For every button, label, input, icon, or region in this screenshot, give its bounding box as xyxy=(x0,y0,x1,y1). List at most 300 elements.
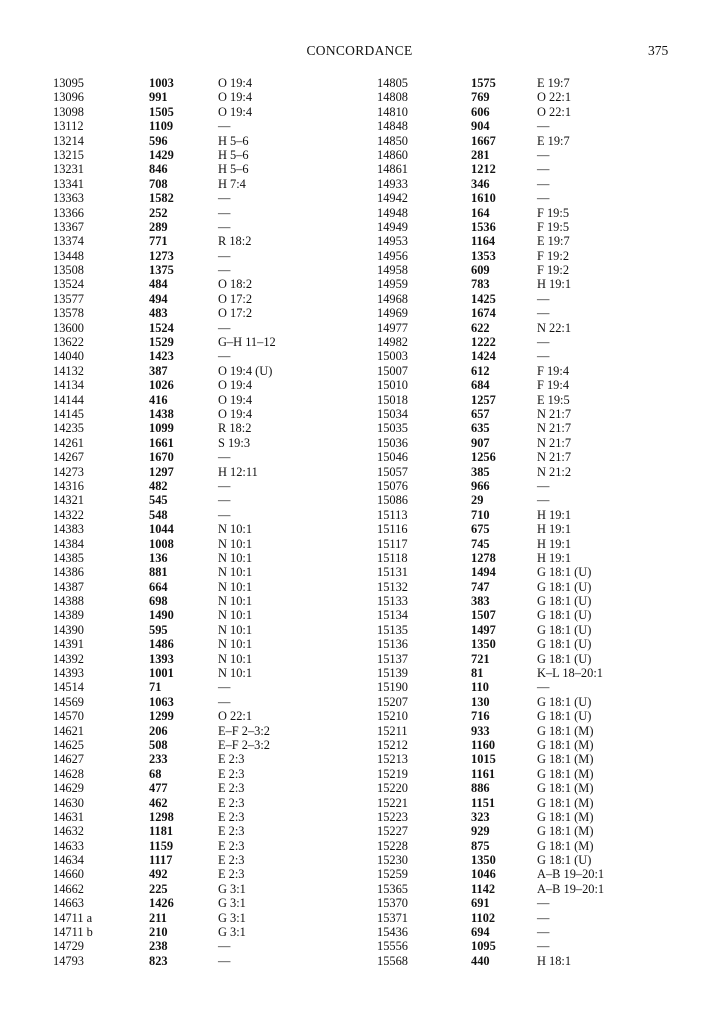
catalogue-number: 1423 xyxy=(149,349,174,364)
inventory-number: 15139 xyxy=(377,666,408,681)
catalogue-number: 1375 xyxy=(149,263,174,278)
location-reference: — xyxy=(537,191,550,206)
catalogue-number: 1524 xyxy=(149,320,174,335)
inventory-number: 14389 xyxy=(53,608,84,623)
catalogue-number: 606 xyxy=(471,104,490,119)
inventory-number: 15131 xyxy=(377,565,408,580)
inventory-number: 14959 xyxy=(377,277,408,292)
inventory-number: 14850 xyxy=(377,133,408,148)
inventory-number: 13215 xyxy=(53,147,84,162)
inventory-number: 14144 xyxy=(53,392,84,407)
inventory-number: 13600 xyxy=(53,320,84,335)
inventory-number: 15132 xyxy=(377,579,408,594)
location-reference: E 2:3 xyxy=(218,809,245,824)
inventory-number: 14322 xyxy=(53,507,84,522)
inventory-number: 14861 xyxy=(377,162,408,177)
inventory-number: 14316 xyxy=(53,478,84,493)
location-reference: — xyxy=(218,219,231,234)
catalogue-number: 846 xyxy=(149,162,168,177)
location-reference: G 18:1 (M) xyxy=(537,752,594,767)
location-reference: E 19:7 xyxy=(537,76,570,90)
inventory-number: 15003 xyxy=(377,349,408,364)
location-reference: E 19:7 xyxy=(537,133,570,148)
catalogue-number: 387 xyxy=(149,363,168,378)
location-reference: H 19:1 xyxy=(537,522,572,537)
location-reference: — xyxy=(537,335,550,350)
catalogue-number: 1426 xyxy=(149,896,174,911)
location-reference: G 18:1 (M) xyxy=(537,723,594,738)
catalogue-number: 545 xyxy=(149,493,168,508)
location-reference: — xyxy=(218,478,231,493)
catalogue-number: 716 xyxy=(471,709,490,724)
inventory-number: 14848 xyxy=(377,119,408,134)
location-reference: N 10:1 xyxy=(218,536,253,551)
location-reference: E 19:7 xyxy=(537,234,570,249)
location-reference: N 21:7 xyxy=(537,435,572,450)
location-reference: — xyxy=(218,507,231,522)
inventory-number: 14958 xyxy=(377,263,408,278)
location-reference: G 18:1 (U) xyxy=(537,565,592,580)
location-reference: F 19:2 xyxy=(537,263,570,278)
catalogue-number: 1393 xyxy=(149,651,174,666)
location-reference: O 18:2 xyxy=(218,277,253,292)
inventory-number: 15018 xyxy=(377,392,408,407)
inventory-number: 14390 xyxy=(53,622,84,637)
location-reference: H 7:4 xyxy=(218,176,246,191)
inventory-number: 14933 xyxy=(377,176,408,191)
catalogue-number: 1438 xyxy=(149,406,174,421)
location-reference: — xyxy=(537,680,550,695)
catalogue-number: 710 xyxy=(471,507,490,522)
inventory-number: 14273 xyxy=(53,464,84,479)
location-reference: — xyxy=(218,953,231,968)
catalogue-number: 164 xyxy=(471,205,490,220)
location-reference: — xyxy=(537,162,550,177)
catalogue-number: 907 xyxy=(471,435,490,450)
location-reference: F 19:5 xyxy=(537,219,570,234)
catalogue-number: 1099 xyxy=(149,421,174,436)
catalogue-number: 416 xyxy=(149,392,168,407)
location-reference: N 22:1 xyxy=(537,320,572,335)
inventory-number: 14235 xyxy=(53,421,84,436)
inventory-number: 15117 xyxy=(377,536,408,551)
inventory-number: 14387 xyxy=(53,579,84,594)
inventory-number: 13578 xyxy=(53,306,84,321)
location-reference: E 2:3 xyxy=(218,752,245,767)
inventory-number: 14261 xyxy=(53,435,84,450)
inventory-number: 14388 xyxy=(53,594,84,609)
catalogue-number: 1003 xyxy=(149,76,174,90)
inventory-number: 14392 xyxy=(53,651,84,666)
catalogue-number: 1582 xyxy=(149,191,174,206)
inventory-number: 14145 xyxy=(53,406,84,421)
location-reference: — xyxy=(218,680,231,695)
location-reference: O 19:4 xyxy=(218,392,253,407)
catalogue-number: 225 xyxy=(149,881,168,896)
catalogue-number: 596 xyxy=(149,133,168,148)
catalogue-number: 1429 xyxy=(149,147,174,162)
location-reference: H 12:11 xyxy=(218,464,258,479)
catalogue-number: 1505 xyxy=(149,104,174,119)
catalogue-number: 1095 xyxy=(471,939,496,954)
catalogue-number: 769 xyxy=(471,90,490,105)
catalogue-number: 1674 xyxy=(471,306,496,321)
catalogue-number: 1350 xyxy=(471,637,496,652)
catalogue-number: 1046 xyxy=(471,867,496,882)
location-reference: O 22:1 xyxy=(537,104,572,119)
catalogue-number: 698 xyxy=(149,594,168,609)
inventory-number: 14625 xyxy=(53,737,84,752)
catalogue-number: 210 xyxy=(149,925,168,940)
catalogue-number: 238 xyxy=(149,939,168,954)
catalogue-number: 1063 xyxy=(149,694,174,709)
location-reference: E 19:5 xyxy=(537,392,570,407)
location-reference: — xyxy=(537,306,550,321)
inventory-number: 15223 xyxy=(377,809,408,824)
catalogue-number: 881 xyxy=(149,565,168,580)
inventory-number: 13367 xyxy=(53,219,84,234)
catalogue-number: 1536 xyxy=(471,219,496,234)
catalogue-number: 482 xyxy=(149,478,168,493)
location-reference: F 19:2 xyxy=(537,248,570,263)
catalogue-number: 823 xyxy=(149,953,168,968)
inventory-number: 14134 xyxy=(53,378,84,393)
inventory-number: 13524 xyxy=(53,277,84,292)
catalogue-number: 1001 xyxy=(149,666,174,681)
catalogue-number: 1297 xyxy=(149,464,174,479)
catalogue-number: 1109 xyxy=(149,119,174,134)
catalogue-number: 477 xyxy=(149,781,168,796)
location-reference: N 10:1 xyxy=(218,622,253,637)
location-reference: H 18:1 xyxy=(537,953,572,968)
location-reference: R 18:2 xyxy=(218,421,252,436)
catalogue-number: 289 xyxy=(149,219,168,234)
catalogue-number: 1497 xyxy=(471,622,496,637)
catalogue-number: 991 xyxy=(149,90,168,105)
catalogue-number: 595 xyxy=(149,622,168,637)
catalogue-number: 966 xyxy=(471,478,490,493)
location-reference: — xyxy=(537,147,550,162)
inventory-number: 13095 xyxy=(53,76,84,90)
catalogue-number: 1486 xyxy=(149,637,174,652)
inventory-number: 15370 xyxy=(377,896,408,911)
inventory-number: 14627 xyxy=(53,752,84,767)
location-reference: — xyxy=(218,119,231,134)
catalogue-number: 508 xyxy=(149,737,168,752)
location-reference: O 22:1 xyxy=(218,709,253,724)
inventory-number: 14630 xyxy=(53,795,84,810)
catalogue-number: 1425 xyxy=(471,291,496,306)
inventory-number: 15436 xyxy=(377,925,408,940)
inventory-number: 13231 xyxy=(53,162,84,177)
catalogue-number: 1661 xyxy=(149,435,174,450)
catalogue-number: 483 xyxy=(149,306,168,321)
inventory-number: 15228 xyxy=(377,838,408,853)
inventory-number: 15219 xyxy=(377,766,408,781)
catalogue-number: 612 xyxy=(471,363,490,378)
catalogue-number: 691 xyxy=(471,896,490,911)
inventory-number: 14385 xyxy=(53,550,84,565)
location-reference: G 18:1 (M) xyxy=(537,838,594,853)
location-reference: G 18:1 (U) xyxy=(537,637,592,652)
inventory-number: 14132 xyxy=(53,363,84,378)
inventory-number: 14393 xyxy=(53,666,84,681)
location-reference: H 19:1 xyxy=(537,507,572,522)
location-reference: G 18:1 (U) xyxy=(537,694,592,709)
catalogue-number: 657 xyxy=(471,406,490,421)
inventory-number: 13577 xyxy=(53,291,84,306)
catalogue-number: 1529 xyxy=(149,335,174,350)
inventory-number: 15211 xyxy=(377,723,408,738)
catalogue-number: 252 xyxy=(149,205,168,220)
location-reference: G 18:1 (U) xyxy=(537,622,592,637)
catalogue-number: 664 xyxy=(149,579,168,594)
catalogue-number: 1015 xyxy=(471,752,496,767)
location-reference: — xyxy=(537,939,550,954)
catalogue-number: 675 xyxy=(471,522,490,537)
catalogue-number: 110 xyxy=(471,680,489,695)
inventory-number: 14391 xyxy=(53,637,84,652)
catalogue-number: 1256 xyxy=(471,450,496,465)
location-reference: — xyxy=(537,478,550,493)
location-reference: — xyxy=(537,925,550,940)
catalogue-number: 1490 xyxy=(149,608,174,623)
catalogue-number: 233 xyxy=(149,752,168,767)
catalogue-number: 68 xyxy=(149,766,162,781)
catalogue-number: 1667 xyxy=(471,133,496,148)
location-reference: — xyxy=(218,320,231,335)
catalogue-number: 1008 xyxy=(149,536,174,551)
catalogue-number: 1164 xyxy=(471,234,496,249)
catalogue-number: 211 xyxy=(149,910,167,925)
inventory-number: 13341 xyxy=(53,176,84,191)
inventory-number: 15010 xyxy=(377,378,408,393)
catalogue-number: 1353 xyxy=(471,248,496,263)
catalogue-number: 383 xyxy=(471,594,490,609)
location-reference: E–F 2–3:2 xyxy=(218,737,270,752)
inventory-number: 14267 xyxy=(53,450,84,465)
location-reference: N 10:1 xyxy=(218,550,253,565)
location-reference: — xyxy=(218,248,231,263)
inventory-number: 14808 xyxy=(377,90,408,105)
location-reference: A–B 19–20:1 xyxy=(537,881,605,896)
inventory-number: 15568 xyxy=(377,953,408,968)
inventory-number: 14969 xyxy=(377,306,408,321)
location-reference: E 2:3 xyxy=(218,853,245,868)
inventory-number: 14631 xyxy=(53,809,84,824)
catalogue-number: 721 xyxy=(471,651,490,666)
inventory-number: 14383 xyxy=(53,522,84,537)
inventory-number: 13096 xyxy=(53,90,84,105)
inventory-number: 13112 xyxy=(53,119,84,134)
location-reference: G 18:1 (M) xyxy=(537,824,594,839)
location-reference: N 10:1 xyxy=(218,594,253,609)
page-number: 375 xyxy=(648,43,669,58)
inventory-number: 14953 xyxy=(377,234,408,249)
inventory-number: 14949 xyxy=(377,219,408,234)
inventory-number: 15118 xyxy=(377,550,408,565)
inventory-number: 15371 xyxy=(377,910,408,925)
catalogue-number: 1159 xyxy=(149,838,174,853)
catalogue-number: 1273 xyxy=(149,248,174,263)
inventory-number: 15135 xyxy=(377,622,408,637)
catalogue-number: 462 xyxy=(149,795,168,810)
catalogue-number: 1670 xyxy=(149,450,174,465)
location-reference: G 18:1 (U) xyxy=(537,608,592,623)
inventory-number: 14632 xyxy=(53,824,84,839)
location-reference: O 22:1 xyxy=(537,90,572,105)
inventory-number: 14629 xyxy=(53,781,84,796)
catalogue-number: 1151 xyxy=(471,795,496,810)
catalogue-number: 1142 xyxy=(471,881,496,896)
catalogue-number: 1494 xyxy=(471,565,496,580)
catalogue-number: 1257 xyxy=(471,392,496,407)
location-reference: G 18:1 (U) xyxy=(537,853,592,868)
catalogue-number: 1160 xyxy=(471,737,496,752)
location-reference: O 19:4 xyxy=(218,76,253,90)
inventory-number: 14634 xyxy=(53,853,84,868)
page-header xyxy=(0,43,719,61)
catalogue-number: 136 xyxy=(149,550,168,565)
location-reference: O 19:4 (U) xyxy=(218,363,273,378)
catalogue-number: 886 xyxy=(471,781,490,796)
location-reference: — xyxy=(537,176,550,191)
inventory-number: 13098 xyxy=(53,104,84,119)
location-reference: G 18:1 (U) xyxy=(537,651,592,666)
catalogue-number: 71 xyxy=(149,680,162,695)
inventory-number: 13448 xyxy=(53,248,84,263)
inventory-number: 14810 xyxy=(377,104,408,119)
location-reference: F 19:5 xyxy=(537,205,570,220)
inventory-number: 15057 xyxy=(377,464,408,479)
location-reference: G 3:1 xyxy=(218,896,246,911)
inventory-number: 15007 xyxy=(377,363,408,378)
location-reference: — xyxy=(218,205,231,220)
location-reference: N 10:1 xyxy=(218,579,253,594)
inventory-number: 14956 xyxy=(377,248,408,263)
catalogue-number: 875 xyxy=(471,838,490,853)
location-reference: H 5–6 xyxy=(218,133,249,148)
inventory-number: 15213 xyxy=(377,752,408,767)
catalogue-number: 708 xyxy=(149,176,168,191)
inventory-number: 14514 xyxy=(53,680,84,695)
catalogue-number: 440 xyxy=(471,953,490,968)
location-reference: N 10:1 xyxy=(218,565,253,580)
inventory-number: 14570 xyxy=(53,709,84,724)
inventory-number: 14660 xyxy=(53,867,84,882)
inventory-number: 13366 xyxy=(53,205,84,220)
catalogue-number: 684 xyxy=(471,378,490,393)
inventory-number: 15556 xyxy=(377,939,408,954)
inventory-number: 13363 xyxy=(53,191,84,206)
location-reference: F 19:4 xyxy=(537,363,570,378)
location-reference: E 2:3 xyxy=(218,824,245,839)
location-reference: G 18:1 (U) xyxy=(537,709,592,724)
inventory-number: 14633 xyxy=(53,838,84,853)
inventory-number: 14711 b xyxy=(53,925,93,940)
location-reference: — xyxy=(218,263,231,278)
location-reference: — xyxy=(537,291,550,306)
location-reference: K–L 18–20:1 xyxy=(537,666,603,681)
inventory-number: 14711 a xyxy=(53,910,93,925)
location-reference: R 18:2 xyxy=(218,234,252,249)
location-reference: H 19:1 xyxy=(537,550,572,565)
inventory-number: 15137 xyxy=(377,651,408,666)
catalogue-number: 783 xyxy=(471,277,490,292)
location-reference: — xyxy=(218,939,231,954)
inventory-number: 15133 xyxy=(377,594,408,609)
catalogue-number: 492 xyxy=(149,867,168,882)
location-reference: O 19:4 xyxy=(218,90,253,105)
location-reference: G 3:1 xyxy=(218,910,246,925)
catalogue-number: 1222 xyxy=(471,335,496,350)
inventory-number: 15365 xyxy=(377,881,408,896)
inventory-number: 15086 xyxy=(377,493,408,508)
catalogue-number: 281 xyxy=(471,147,490,162)
catalogue-number: 1044 xyxy=(149,522,174,537)
location-reference: G 18:1 (M) xyxy=(537,795,594,810)
catalogue-number: 609 xyxy=(471,263,490,278)
location-reference: E 2:3 xyxy=(218,766,245,781)
inventory-number: 15034 xyxy=(377,406,408,421)
catalogue-number: 548 xyxy=(149,507,168,522)
catalogue-number: 929 xyxy=(471,824,490,839)
inventory-number: 13622 xyxy=(53,335,84,350)
location-reference: N 10:1 xyxy=(218,522,253,537)
location-reference: — xyxy=(218,349,231,364)
catalogue-number: 1212 xyxy=(471,162,496,177)
location-reference: H 5–6 xyxy=(218,162,249,177)
inventory-number: 14663 xyxy=(53,896,84,911)
catalogue-number: 747 xyxy=(471,579,490,594)
location-reference: — xyxy=(218,450,231,465)
inventory-number: 15210 xyxy=(377,709,408,724)
catalogue-number: 1350 xyxy=(471,853,496,868)
catalogue-number: 1102 xyxy=(471,910,496,925)
inventory-number: 14662 xyxy=(53,881,84,896)
location-reference: O 17:2 xyxy=(218,306,253,321)
location-reference: G 3:1 xyxy=(218,925,246,940)
catalogue-number: 622 xyxy=(471,320,490,335)
catalogue-number: 81 xyxy=(471,666,484,681)
inventory-number: 15134 xyxy=(377,608,408,623)
catalogue-number: 771 xyxy=(149,234,168,249)
inventory-number: 14729 xyxy=(53,939,84,954)
inventory-number: 14386 xyxy=(53,565,84,580)
inventory-number: 14942 xyxy=(377,191,408,206)
location-reference: N 10:1 xyxy=(218,637,253,652)
location-reference: — xyxy=(218,694,231,709)
location-reference: — xyxy=(537,119,550,134)
catalogue-number: 1161 xyxy=(471,766,496,781)
inventory-number: 14968 xyxy=(377,291,408,306)
catalogue-number: 346 xyxy=(471,176,490,191)
inventory-number: 14805 xyxy=(377,76,408,90)
location-reference: N 21:7 xyxy=(537,450,572,465)
inventory-number: 15207 xyxy=(377,694,408,709)
catalogue-number: 694 xyxy=(471,925,490,940)
location-reference: G 18:1 (M) xyxy=(537,766,594,781)
catalogue-number: 1278 xyxy=(471,550,496,565)
catalogue-number: 1181 xyxy=(149,824,174,839)
inventory-number: 15221 xyxy=(377,795,408,810)
location-reference: G 18:1 (M) xyxy=(537,781,594,796)
catalogue-number: 635 xyxy=(471,421,490,436)
inventory-number: 14384 xyxy=(53,536,84,551)
location-reference: H 19:1 xyxy=(537,536,572,551)
catalogue-number: 904 xyxy=(471,119,490,134)
location-reference: E 2:3 xyxy=(218,781,245,796)
